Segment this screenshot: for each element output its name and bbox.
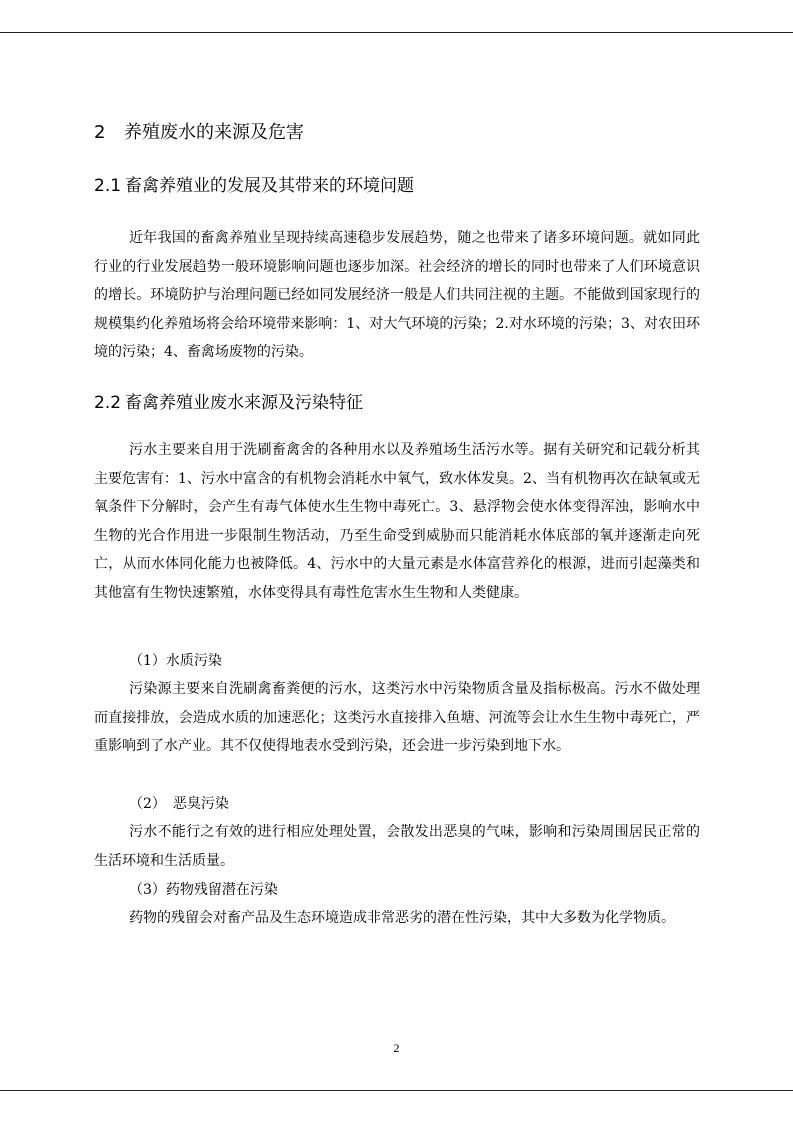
section-title: 畜禽养殖业的发展及其带来的环境问题 (125, 176, 415, 196)
section-number: 2.1 (94, 176, 122, 196)
item-3-text: 药物的残留会对畜产品及生态环境造成非常恶劣的潜在性污染，其中大多数为化学物质。 (129, 910, 675, 926)
section-2-1-paragraph: 近年我国的畜禽养殖业呈现持续高速稳步发展趋势，随之也带来了诸多环境问题。就如同此行业的行业发展趋势一般环境影响问题也逐步加深。社会经济的增长的同时也带来了人们环境意识的增长。环境防护与治理问题已经如同发展经济一般是人们共同注视的主题。不能做到国家现行的规模集约化养殖场将会给环境带来影响：1、对大气环境的污染；2.对水环境的污染；3、对农田环境的污染；4、畜禽场废物的污染。 (94, 230, 700, 360)
footer-rule (0, 1090, 793, 1091)
item-2-heading: （2） 恶臭污染 (129, 796, 229, 812)
section-title: 畜禽养殖业废水来源及污染特征 (125, 393, 364, 413)
section-2-2-paragraph: 污水主要来自用于洗刷畜禽舍的各种用水以及养殖场生活污水等。据有关研究和记载分析其主要危害有：1、污水中富含的有机物会消耗水中氧气，致水体发臭。2、当有机物再次在缺氧或无氧条件下分解时，会产生有毒气体使水生生物中毒死亡。3、悬浮物会使水体变得浑浊，影响水中生物的光合作用进一步限制生物活动，乃至生命受到威胁而只能消耗水体底部的氧并逐渐走向死亡，从而水体同化能力也被降低。4、污水中的大量元素是水体富营养化的根源，进而引起藻类和其他富有生物快速繁殖，水体变得具有毒性危害水生生物和人类健康。 (94, 442, 700, 601)
chapter-number: 2 (94, 122, 106, 143)
section-heading-2-1 (94, 172, 414, 200)
section-number: 2.2 (94, 393, 122, 413)
item-1-text: 污染源主要来自洗刷禽畜粪便的污水，这类污水中污染物质含量及指标极高。污水不做处理而直接排放，会造成水质的加速恶化；这类污水直接排入鱼塘、河流等会让水生生物中毒死亡，严重影响到了水产业。其不仅使得地表水受到污染，还会进一步污染到地下水。 (94, 681, 700, 754)
item-1-heading: （1）水质污染 (129, 653, 222, 669)
item-3-heading: （3）药物残留潜在污染 (129, 882, 278, 898)
chapter-title: 养殖废水的来源及危害 (124, 122, 304, 143)
page-number: 2 (393, 1041, 400, 1055)
chapter-heading (94, 119, 304, 147)
item-2-text: 污水不能行之有效的进行相应处理处置，会散发出恶臭的气味，影响和污染周围居民正常的生活环境和生活质量。 (94, 824, 700, 869)
header-rule (0, 32, 793, 33)
section-heading-2-2 (94, 389, 363, 417)
